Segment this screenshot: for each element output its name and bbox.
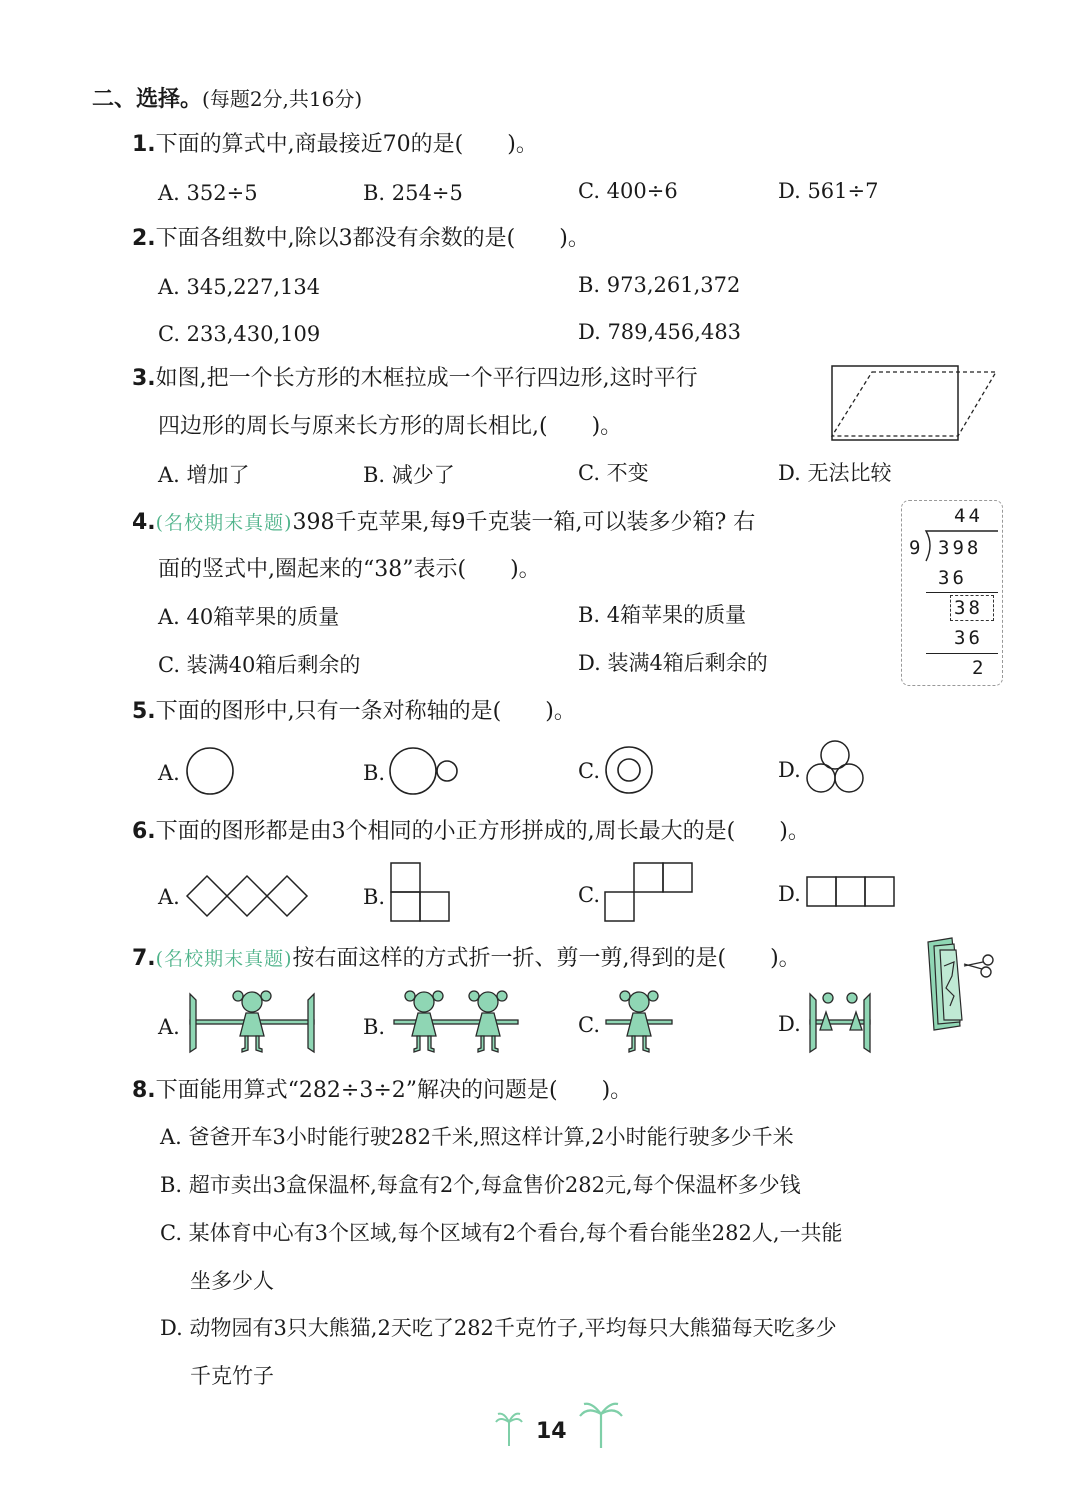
q6-label-c[interactable]: C. <box>578 883 600 907</box>
q1-option-c[interactable]: C. 400÷6 <box>578 179 678 203</box>
q2-option-d[interactable]: D. 789,456,483 <box>578 320 742 344</box>
question-8 <box>132 1076 632 1106</box>
q5-label-b[interactable]: B. <box>363 761 386 785</box>
q5-figure-d-three-circles[interactable] <box>804 738 866 798</box>
question-stem: 下面能用算式“282÷3÷2”解决的问题是( )。 <box>155 1078 633 1103</box>
question-3-line2: 四边形的周长与原来长方形的周长相比,( )。 <box>158 414 623 439</box>
question-stem: 下面的图形中,只有一条对称轴的是( )。 <box>155 699 576 724</box>
q6-label-b[interactable]: B. <box>363 885 386 909</box>
q7-label-b[interactable]: B. <box>363 1015 386 1039</box>
q6-figure-c-step-shape[interactable] <box>604 862 696 924</box>
question-4-line2: 面的竖式中,圈起来的“38”表示( )。 <box>158 557 541 582</box>
question-stem-line1: 如图,把一个长方形的木框拉成一个平行四边形,这时平行 <box>155 366 698 391</box>
division-remainder: 2 <box>972 657 987 679</box>
q5-label-c[interactable]: C. <box>578 759 600 783</box>
folded-paper-scissors-illustration <box>924 936 998 1032</box>
q1-option-a[interactable]: A. 352÷5 <box>158 181 258 205</box>
q4-option-d[interactable]: D. 装满4箱后剩余的 <box>578 651 768 675</box>
q6-label-a[interactable]: A. <box>158 885 180 909</box>
q5-figure-b-two-circles[interactable] <box>388 744 464 798</box>
scissors-icon <box>964 955 993 977</box>
q5-figure-c-concentric-circles[interactable] <box>603 743 657 797</box>
q5-label-d[interactable]: D. <box>778 758 801 782</box>
q3-option-c[interactable]: C. 不变 <box>578 461 649 485</box>
question-5 <box>132 697 576 727</box>
q4-option-b[interactable]: B. 4箱苹果的质量 <box>578 603 747 627</box>
division-rule-1 <box>926 592 998 593</box>
question-stem: 下面的图形都是由3个相同的小正方形拼成的,周长最大的是( )。 <box>155 819 810 844</box>
q8-option-a[interactable]: A. 爸爸开车3小时能行驶282千米,照这样计算,2小时能行驶多少千米 <box>160 1125 794 1149</box>
q3-option-b[interactable]: B. 减少了 <box>363 463 455 487</box>
question-number: 1. <box>132 132 156 157</box>
division-quotient: 44 <box>954 505 983 527</box>
q1-option-d[interactable]: D. 561÷7 <box>778 179 879 203</box>
source-tag: (名校期末真题) <box>155 512 293 534</box>
question-2 <box>132 224 590 254</box>
division-dividend: 398 <box>938 537 982 559</box>
long-division-box <box>901 500 1003 686</box>
q2-option-b[interactable]: B. 973,261,372 <box>578 273 741 297</box>
question-number: 3. <box>132 366 156 391</box>
question-number: 2. <box>132 226 156 251</box>
q7-label-c[interactable]: C. <box>578 1013 600 1037</box>
question-7 <box>132 944 801 974</box>
q7-label-d[interactable]: D. <box>778 1012 801 1036</box>
question-stem: 下面的算式中,商最接近70的是( )。 <box>155 132 538 157</box>
q7-label-a[interactable]: A. <box>158 1015 180 1039</box>
question-number: 6. <box>132 819 156 844</box>
division-circled-value: 38 <box>954 597 983 619</box>
question-6 <box>132 817 810 847</box>
palm-tree-icon-left <box>494 1410 524 1450</box>
question-number: 5. <box>132 699 156 724</box>
q4-option-c[interactable]: C. 装满40箱后剩余的 <box>158 653 361 677</box>
q6-label-d[interactable]: D. <box>778 882 801 906</box>
q6-figure-b-l-shape[interactable] <box>390 862 452 924</box>
question-number: 8. <box>132 1078 156 1103</box>
rectangle-parallelogram-figure <box>828 362 1000 442</box>
palm-tree-icon-right <box>578 1402 624 1450</box>
q5-label-a[interactable]: A. <box>158 761 180 785</box>
question-number: 4. <box>132 510 156 535</box>
question-3 <box>132 364 698 394</box>
q2-option-a[interactable]: A. 345,227,134 <box>158 275 321 299</box>
division-divisor: 9 <box>909 537 924 559</box>
q4-option-a[interactable]: A. 40箱苹果的质量 <box>158 605 340 629</box>
q7-figure-c-paper-chain[interactable] <box>604 990 676 1056</box>
section-title: 二、选择。 <box>92 87 203 112</box>
q8-option-c[interactable]: C. 某体育中心有3个区域,每个区域有2个看台,每个看台能坐282人,一共能 <box>160 1221 843 1245</box>
q8-option-b[interactable]: B. 超市卖出3盒保温杯,每盒有2个,每盒售价282元,每个保温杯多少钱 <box>160 1173 801 1197</box>
q6-figure-d-straight-line[interactable] <box>806 876 898 910</box>
q7-figure-b-paper-chain[interactable] <box>390 990 524 1056</box>
section-header <box>92 84 362 115</box>
question-stem: 按右面这样的方式折一折、剪一剪,得到的是( )。 <box>292 946 801 971</box>
question-number: 7. <box>132 946 156 971</box>
question-1 <box>132 130 538 160</box>
q3-option-a[interactable]: A. 增加了 <box>158 463 250 487</box>
q2-option-c[interactable]: C. 233,430,109 <box>158 322 321 346</box>
question-stem-line1: 398千克苹果,每9千克装一箱,可以装多少箱? 右 <box>292 510 756 535</box>
division-rule-2 <box>926 653 998 654</box>
division-step2: 36 <box>954 627 983 649</box>
question-stem: 下面各组数中,除以3都没有余数的是( )。 <box>155 226 590 251</box>
q3-option-d[interactable]: D. 无法比较 <box>778 461 892 485</box>
q5-figure-a-single-circle[interactable] <box>184 744 238 798</box>
q1-option-b[interactable]: B. 254÷5 <box>363 181 463 205</box>
section-note: (每题2分,共16分) <box>202 87 363 111</box>
q7-figure-a-paper-chain[interactable] <box>186 990 320 1056</box>
q8-option-c-cont: 坐多少人 <box>190 1269 274 1293</box>
division-step1: 36 <box>938 567 967 589</box>
q7-figure-d-paper-chain[interactable] <box>806 990 876 1056</box>
page-number: 14 <box>536 1419 567 1444</box>
q8-option-d[interactable]: D. 动物园有3只大熊猫,2天吃了282千克竹子,平均每只大熊猫每天吃多少 <box>160 1316 837 1340</box>
source-tag: (名校期末真题) <box>155 948 293 970</box>
question-4 <box>132 508 755 538</box>
q6-figure-a-diamonds[interactable] <box>185 874 311 918</box>
q8-option-d-cont: 千克竹子 <box>190 1364 274 1388</box>
